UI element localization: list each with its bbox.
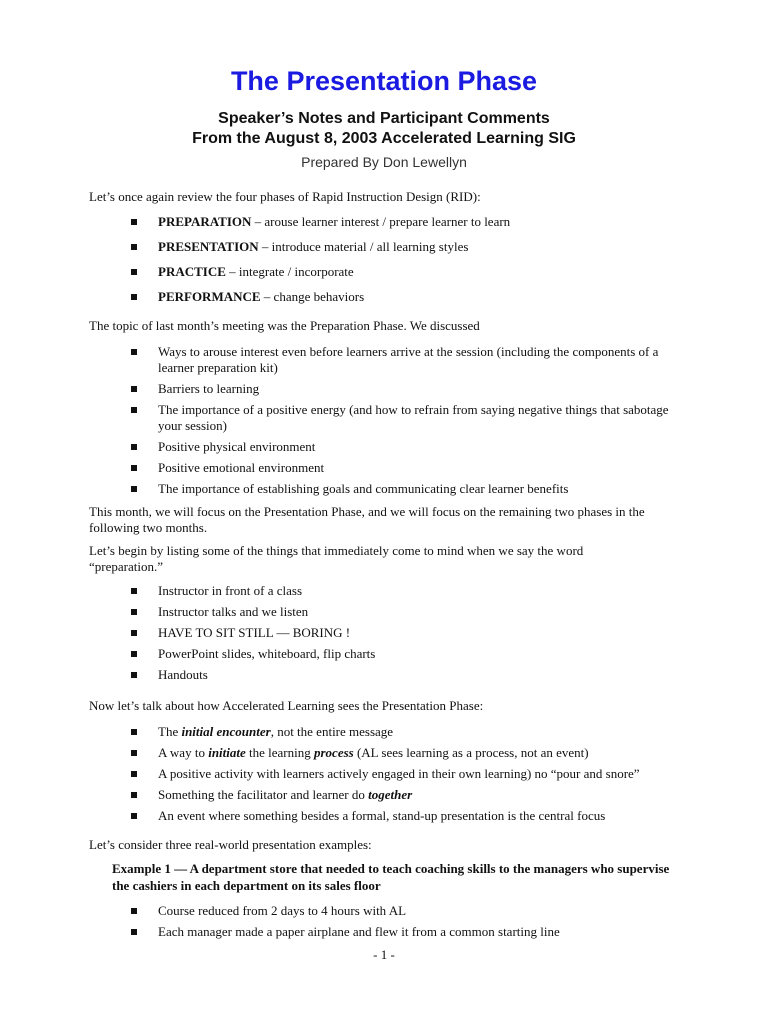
subtitle-line-2: From the August 8, 2003 Accelerated Learning SIG [192,130,576,147]
list-item-text: Positive physical environment [158,439,316,454]
text-segment: Something the facilitator and learner do [158,787,369,802]
list-item [131,667,691,683]
list-item-text: Barriers to learning [158,381,260,396]
rid-phase-list [131,214,691,305]
this-month-paragraph: This month, we will focus on the Presentation Phase, and we will focus on the remaining two phases in the following two months. [89,504,645,535]
bullet-icon [131,444,137,450]
emphasis-text: together [368,787,413,802]
list-item [131,439,671,455]
byline: Prepared By Don Lewellyn [301,154,467,170]
bullet-icon [131,219,137,225]
list-item [131,381,671,397]
bullet-icon [131,908,137,914]
phase-term: PERFORMANCE [158,289,261,304]
list-item [131,808,711,824]
brainstorm-list [131,583,691,683]
list-item [131,481,671,497]
list-item-text: Each manager made a paper airplane and flew it from a common starting line [158,924,560,939]
list-item [131,604,691,620]
bullet-icon [131,407,137,413]
emphasis-text: initial encounter [181,724,271,739]
emphasis-text: initiate [208,745,246,760]
list-item-text: The importance of establishing goals and communicating clear learner benefits [158,481,569,496]
bullet-icon [131,672,137,678]
list-item [131,239,691,255]
bullet-icon [131,651,137,657]
al-view-list [131,724,711,824]
list-item-text: An event where something besides a formal, stand-up presentation is the central focus [158,808,606,823]
list-item-text: A positive activity with learners actively engaged in their own learning) no “pour and snore” [158,766,640,781]
list-item [131,924,691,940]
list-item-text: Ways to arouse interest even before learners arrive at the session (including the components of a learner preparation kit) [158,344,659,375]
list-item-text: Instructor talks and we listen [158,604,309,619]
bullet-icon [131,630,137,636]
bullet-icon [131,609,137,615]
list-item-text: Instructor in front of a class [158,583,303,598]
emphasis-text: process [314,745,354,760]
bullet-icon [131,729,137,735]
list-item-text: Course reduced from 2 days to 4 hours with AL [158,903,407,918]
bullet-icon [131,813,137,819]
text-segment: A way to [158,745,209,760]
list-item-text: Handouts [158,667,208,682]
text-segment: the learning [245,745,314,760]
bullet-icon [131,294,137,300]
phase-desc: – change behaviors [260,289,365,304]
bullet-icon [131,269,137,275]
bullet-icon [131,750,137,756]
phase-desc: – introduce material / all learning styles [258,239,469,254]
text-segment: The [158,724,182,739]
example-1-list [131,903,691,940]
bullet-icon [131,386,137,392]
phase-term: PREPARATION [158,214,252,229]
bullet-icon [131,465,137,471]
list-item [131,460,671,476]
last-month-intro: The topic of last month’s meeting was the Preparation Phase. We discussed [89,318,480,333]
list-item [131,344,671,376]
list-item [131,264,691,280]
text-segment: (AL sees learning as a process, not an event) [353,745,589,760]
bullet-icon [131,588,137,594]
list-item [131,583,691,599]
text-segment: , not the entire message [270,724,394,739]
phase-desc: – integrate / incorporate [225,264,354,279]
list-item [131,625,691,641]
bullet-icon [131,771,137,777]
list-item-text: HAVE TO SIT STILL — BORING ! [158,625,351,640]
brainstorm-paragraph: Let’s begin by listing some of the things that immediately come to mind when we say the word “preparation.” [89,543,584,574]
list-item [131,289,691,305]
list-item [131,402,671,434]
page-number: - 1 - [373,947,395,962]
bullet-icon [131,349,137,355]
list-item [131,787,711,803]
phase-term: PRESENTATION [158,239,259,254]
examples-intro: Let’s consider three real-world presentation examples: [89,837,372,852]
bullet-icon [131,486,137,492]
list-item [131,214,691,230]
example-1-heading: Example 1 — A department store that needed to teach coaching skills to the managers who supervise the cashiers in each department on its sales floor [112,861,670,893]
list-item-text: PowerPoint slides, whiteboard, flip charts [158,646,376,661]
last-month-list [131,344,671,497]
al-view-intro: Now let’s talk about how Accelerated Learning sees the Presentation Phase: [89,698,484,713]
list-item [131,646,691,662]
document-title: The Presentation Phase [230,66,538,96]
list-item-text: Positive emotional environment [158,460,325,475]
bullet-icon [131,929,137,935]
list-item-text: The importance of a positive energy (and how to refrain from saying negative things that sabotage your session) [158,402,669,433]
rid-intro: Let’s once again review the four phases of Rapid Instruction Design (RID): [89,189,481,204]
bullet-icon [131,244,137,250]
list-item [131,724,711,740]
phase-term: PRACTICE [158,264,226,279]
phase-desc: – arouse learner interest / prepare learner to learn [251,214,511,229]
list-item [131,903,691,919]
subtitle-line-1: Speaker’s Notes and Participant Comments [218,110,550,127]
list-item [131,745,711,761]
list-item [131,766,711,782]
bullet-icon [131,792,137,798]
